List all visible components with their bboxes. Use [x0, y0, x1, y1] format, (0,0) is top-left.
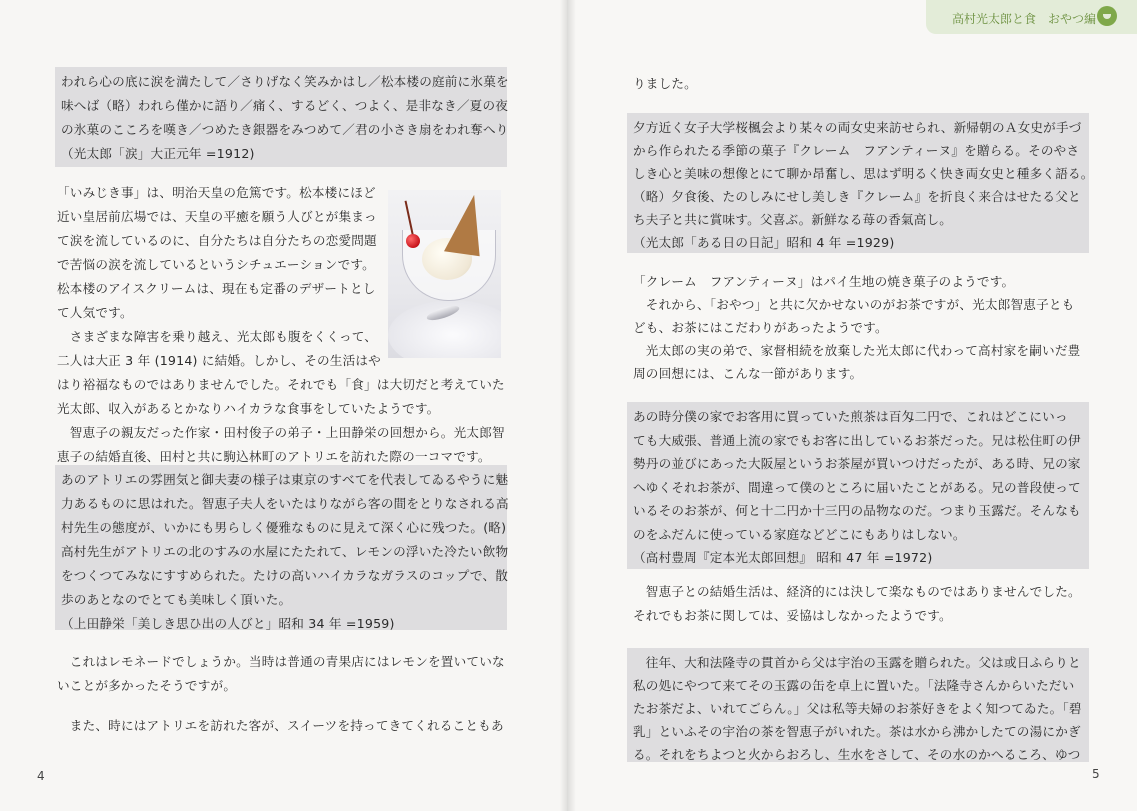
text-line: る。それをちよつと火からおろし、生水をさして、その水のかへるころ、ゆつ — [633, 747, 1081, 762]
text-line: から作られたる季節の菓子『クレーム フアンティーヌ』を贈らる。そのやさ — [633, 143, 1080, 158]
right-quote-3 — [627, 648, 1089, 762]
text-line: （光太郎「涙」大正元年 =1912) — [61, 146, 255, 161]
ice-cream-dessert-photo — [388, 190, 501, 358]
text-line: 松本楼のアイスクリームは、現在も定番のデザートとし — [57, 281, 376, 296]
text-line: 力あるものに思はれた。智恵子夫人をいたはりながら客の間をとりなされる高 — [61, 496, 509, 511]
text-line: 恵子の結婚直後、田村と共に駒込林町のアトリエを訪れた際の一コマです。 — [57, 449, 491, 464]
text-line: それでもお茶に関しては、妥協はしなかったようです。 — [633, 608, 952, 623]
text-line: 乳」といふその宇治の茶を智恵子がいれた。茶は水から沸かしたての湯にかぎ — [633, 724, 1081, 739]
text-line: の氷菓のこころを嘆き／つめたき銀器をみつめて／君の小さき扇をわれ奪へり — [61, 122, 509, 137]
text-line: て人気です。 — [57, 305, 133, 320]
text-line: 勢丹の並びにあった大阪屋というお茶屋が買いつけだったが、ある時、兄の家 — [633, 456, 1081, 471]
text-line: 往年、大和法隆寺の貫首から父は宇治の玉露を贈られた。父は或日ふらりと — [633, 655, 1081, 670]
text-line: て涙を流しているのに、自分たちは自分たちの恋愛問題 — [57, 233, 377, 248]
text-line: 「クレーム フアンティーヌ」はパイ生地の焼き菓子のようです。 — [633, 274, 1015, 289]
text-line: ち夫子と共に賞味す。父喜ぶ。新鮮なる苺の香氣高し。 — [633, 212, 953, 227]
text-line: りました。 — [633, 76, 697, 91]
text-line: いるそのお茶が、何と十二円か十三円の品物なのだ。つまり玉露だ。そんなも — [633, 503, 1081, 518]
text-line: 「いみじき事」は、明治天皇の危篤です。松本楼にほど — [57, 185, 376, 200]
text-line: 光太郎の実の弟で、家督相続を放棄した光太郎に代わって高村家を嗣いだ豊 — [633, 343, 1081, 358]
left-quote-1 — [55, 67, 507, 167]
left-quote-2 — [55, 465, 507, 630]
text-line: で苦悩の涙を流しているというシチュエーションです。 — [57, 257, 375, 272]
text-line: いことが多かったそうですが。 — [57, 678, 237, 693]
text-line: （上田静栄「美しき思ひ出の人びと」昭和 34 年 =1959) — [61, 616, 395, 631]
text-line: 私の処にやつて来てその玉露の缶を卓上に置いた。「法隆寺さんからいただい — [633, 678, 1075, 693]
left-paragraph-3 — [55, 717, 507, 741]
text-line: 光太郎、収入があるとかなりハイカラな食事をしていたようです。 — [57, 401, 440, 416]
text-line: また、時にはアトリエを訪れた客が、スイーツを持ってきてくれることもあ — [57, 718, 504, 733]
text-line: 味へば（略）われら僅かに語り／痛く、するどく、つよく、是非なき／夏の夜 — [61, 98, 509, 113]
text-line: さまざまな障害を乗り越え、光太郎も腹をくくって、 — [57, 329, 378, 344]
right-paragraph-1 — [631, 273, 1089, 388]
text-line: 近い皇居前広場では、天皇の平癒を願う人びとが集まっ — [57, 209, 377, 224]
chapter-header-title: 高村光太郎と食 おやつ編 — [952, 12, 1097, 26]
text-line: しき心と美味の想像とにて聊か昂奮し、思はず明るく快き両女史と種多く語る。 — [633, 166, 1094, 181]
left-paragraph-2 — [55, 653, 507, 703]
text-line: （光太郎「ある日の日記」昭和 4 年 =1929) — [633, 235, 895, 250]
text-line: あのアトリエの雰囲気と御夫妻の様子は東京のすべてを代表してゐるやうに魅 — [61, 472, 509, 487]
text-line: へゆくそれお茶が、間違って僕のところに届いたことがある。兄の普段使って — [633, 479, 1081, 495]
page-number-left: 4 — [37, 769, 45, 783]
text-line: 二人は大正 3 年 (1914) に結婚。しかし、その生活はや — [57, 353, 381, 368]
text-line: われら心の底に涙を満たして／さりげなく笑みかはし／松本楼の庭前に氷菓を — [61, 74, 509, 89]
right-paragraph-0 — [631, 75, 1089, 99]
text-line: をつくつてみなにすすめられた。たけの高いハイカラなガラスのコップで、散 — [61, 568, 509, 583]
apple-leaf-icon — [1097, 6, 1117, 26]
text-line: のをふだんに使っている家庭などどこにもありはしない。 — [633, 526, 966, 542]
text-line: ても大威張、普通上流の家でもお客に出しているお茶だった。兄は松住町の伊 — [633, 432, 1081, 448]
text-line: （高村豊周『定本光太郎回想』 昭和 47 年 =1972) — [633, 550, 933, 565]
right-quote-2 — [627, 402, 1089, 569]
text-line: たお茶だよ、いれてごらん。」父は私等夫婦のお茶好きをよく知つてゐた。「碧 — [633, 701, 1082, 716]
cherry-shape — [406, 234, 420, 248]
text-line: あの時分僕の家でお客用に買っていた煎茶は百匁二円で、これはどこにいっ — [633, 409, 1068, 424]
text-line: それから、「おやつ」と共に欠かせないのがお茶ですが、光太郎智恵子とも — [633, 297, 1075, 312]
right-paragraph-2 — [631, 583, 1089, 633]
text-line: これはレモネードでしょうか。当時は普通の青果店にはレモンを置いていな — [57, 654, 505, 669]
text-line: 夕方近く女子大学桜楓会より某々の両女史来訪せられ、新帰朝のＡ女史が手づ — [633, 120, 1082, 135]
text-line: 智恵子の親友だった作家・田村俊子の弟子・上田静栄の回想から。光太郎智 — [57, 425, 505, 440]
text-line: はり裕福なものではありませんでした。それでも「食」は大切だと考えていた — [57, 377, 505, 392]
text-line: ども、お茶にはこだわりがあったようです。 — [633, 320, 888, 335]
text-line: 村先生の態度が、いかにも男らしく優雅なものに見えて深く心に残つた。(略) — [61, 520, 507, 535]
text-line: 周の回想には、こんな一節があります。 — [633, 366, 863, 381]
right-quote-1 — [627, 113, 1094, 253]
text-line: 歩のあとなのでとても美味しく頂いた。 — [61, 592, 292, 607]
text-line: （略）夕食後、たのしみにせし美しき『クレーム』を折良く来合はせたる父と — [633, 189, 1081, 204]
text-line: 智恵子との結婚生活は、経済的には決して楽なものではありませんでした。 — [633, 584, 1081, 599]
book-gutter — [560, 0, 576, 811]
page-number-right: 5 — [1092, 767, 1100, 781]
text-line: 高村先生がアトリエの北のすみの水屋にたたれて、レモンの浮いた冷たい飲物 — [61, 544, 509, 559]
